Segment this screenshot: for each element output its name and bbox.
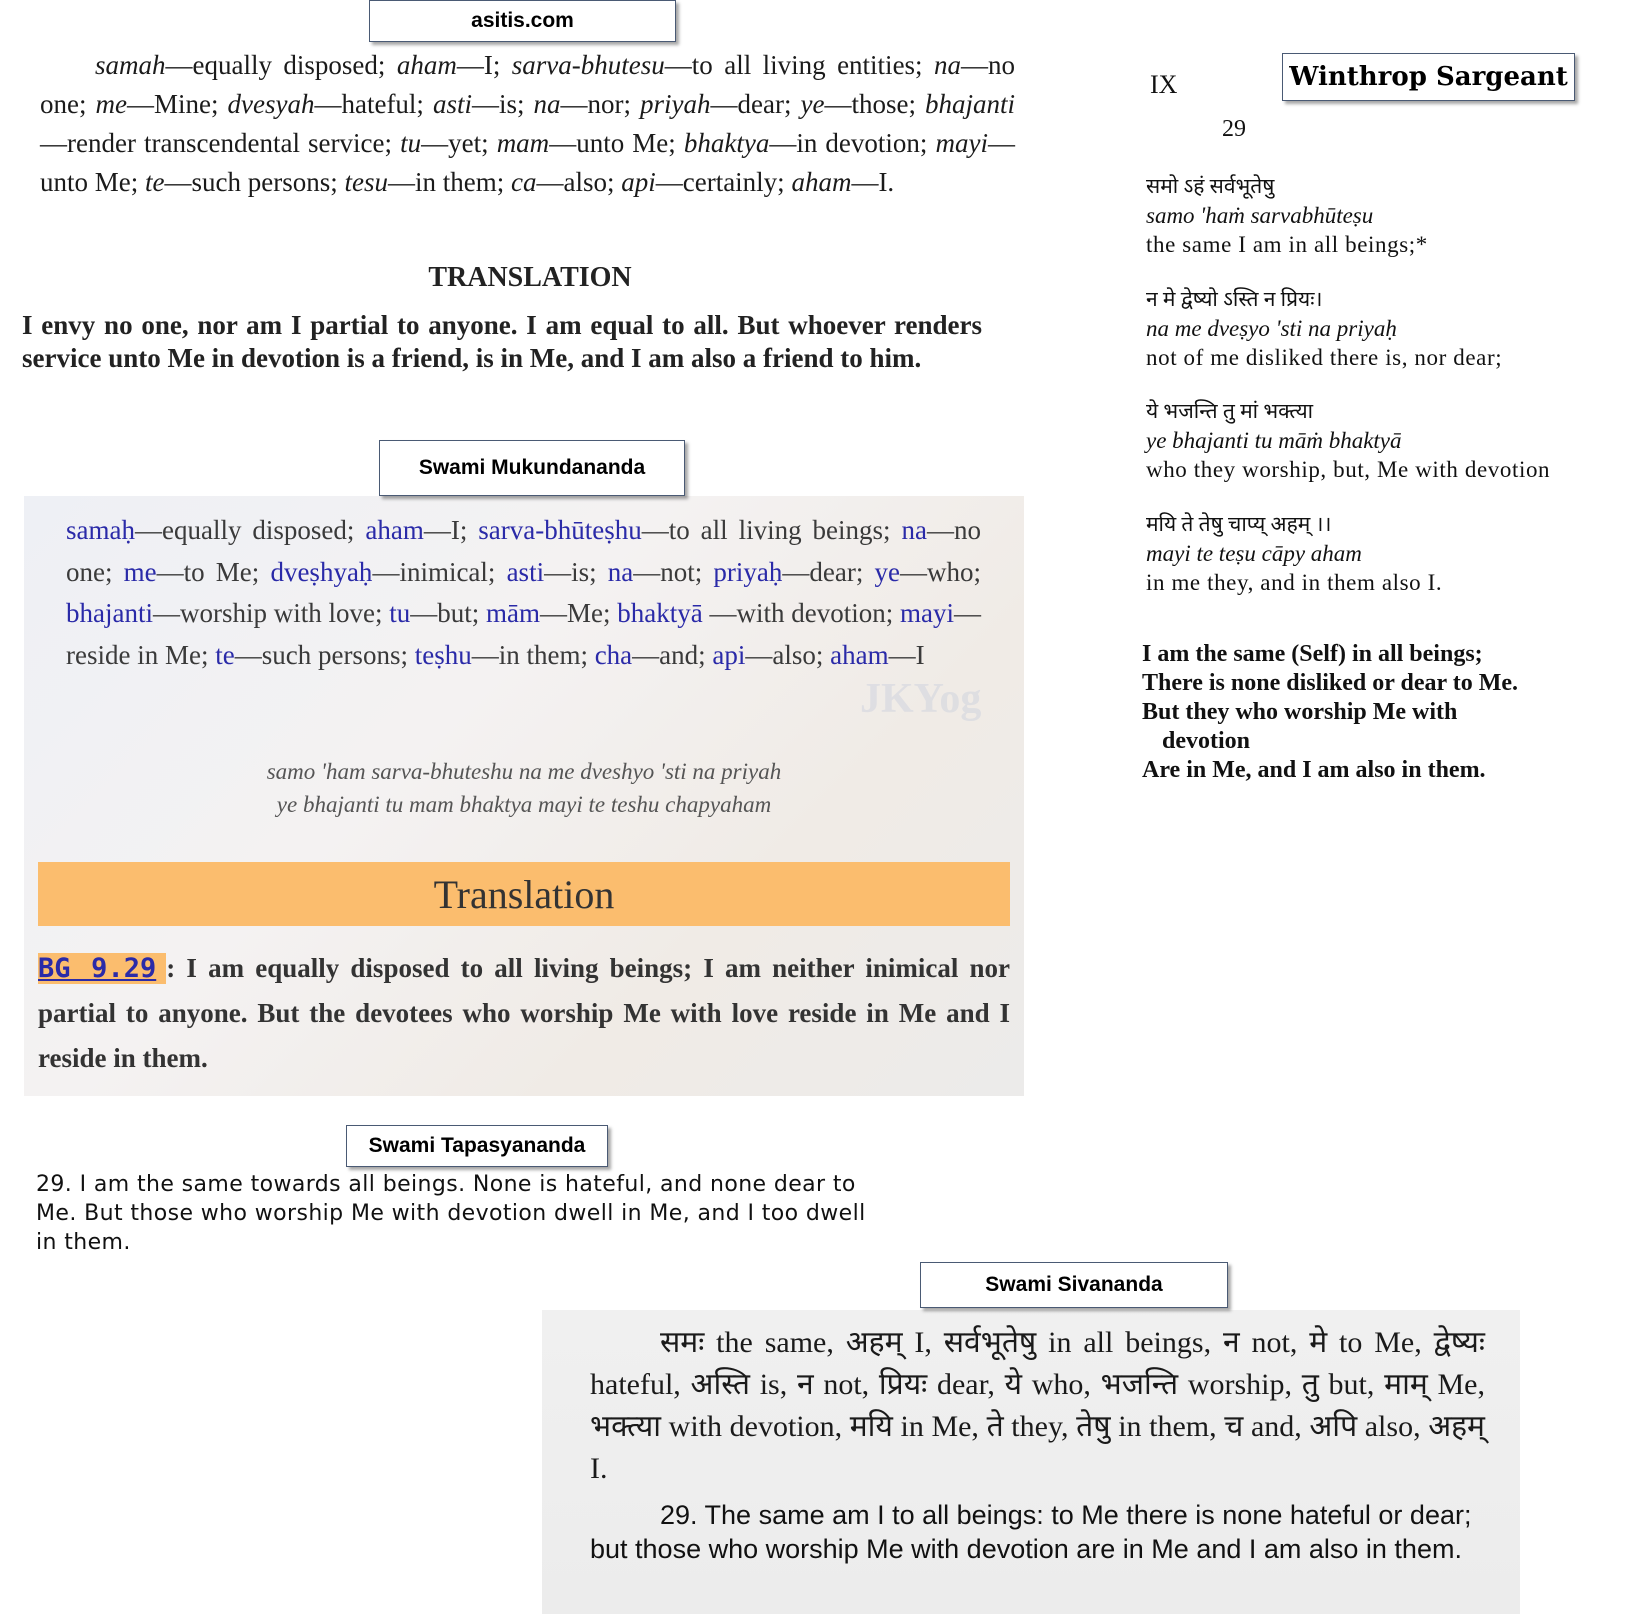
sivananda-word-meanings: समः the same, अहम् I, सर्वभूतेषु in all beings, न not, मे to Me, द्वेष्यः hateful, अस्ति is, न not, प्रियः dear, ये who, भजन्ति worship, तु but, माम् Me, भक्त्या with devotion, मयि in Me, ते they, तेषु in them, च and, अपि also, अहम् I. <box>590 1326 1485 1485</box>
poem-line: But they who worship Me with <box>1142 699 1458 725</box>
sanskrit-term-link[interactable]: tu <box>389 598 411 628</box>
sanskrit-term-link[interactable]: te <box>215 639 235 670</box>
sargeant-verse-block <box>1146 172 1428 259</box>
term-meaning: —I; <box>423 515 479 545</box>
devanagari-line: ये भजन्ति तु मां भक्त्या <box>1146 399 1314 423</box>
term-meaning: —yet; <box>421 128 497 158</box>
tapasyananda-label: Swami Tapasyananda <box>346 1125 608 1167</box>
sanskrit-term: sarva-bhutesu <box>511 50 665 80</box>
term-meaning: —to all living entities; <box>664 50 934 80</box>
term-meaning: —no one; <box>66 515 981 587</box>
literal-translation-line: who they worship, but, Me with devotion <box>1146 457 1551 482</box>
term-meaning: —those; <box>824 89 925 119</box>
mukundananda-word-meanings <box>66 510 981 676</box>
term-meaning: —equally disposed; <box>134 515 366 545</box>
term-meaning: —but; <box>410 598 487 628</box>
sanskrit-term-link[interactable]: aham <box>365 515 424 545</box>
devanagari-line: न मे द्वेष्यो ऽस्ति न प्रियः। <box>1146 287 1323 311</box>
sargeant-verse-block <box>1146 397 1550 484</box>
sanskrit-term: priyah <box>640 89 711 119</box>
term-meaning: —such persons; <box>164 167 345 197</box>
asitis-label: asitis.com <box>369 0 676 42</box>
term-meaning: —such persons; <box>234 639 415 670</box>
verse-reference-link[interactable]: BG 9.29 <box>38 953 166 984</box>
sanskrit-term: tesu <box>344 167 388 197</box>
term-meaning: —I. <box>851 167 895 197</box>
sanskrit-term: na <box>533 89 561 119</box>
term-meaning: —and; <box>632 639 713 670</box>
asitis-translation: I envy no one, nor am I partial to anyone. I am equal to all. But whoever renders service unto Me in devotion is a friend, is in Me, and I am also a friend to him. <box>22 310 982 373</box>
sanskrit-term: bhajanti <box>924 89 1015 119</box>
term-meaning: —nor; <box>560 89 641 119</box>
term-meaning: —also; <box>745 639 831 670</box>
devanagari-line: मयि ते तेषु चाप्य् अहम् ।। <box>1146 512 1332 536</box>
sanskrit-term-link[interactable]: me <box>123 556 157 587</box>
term-meaning: —no one; <box>40 50 1015 119</box>
sargeant-verse-number: 29 <box>1222 116 1246 142</box>
transliteration-line: samo 'haṁ sarvabhūteṣu <box>1146 203 1374 228</box>
term-meaning: —dear; <box>710 89 801 119</box>
sanskrit-term: api <box>621 167 656 197</box>
asitis-word-meanings <box>40 46 1015 202</box>
term-meaning: —to Me; <box>156 556 271 587</box>
transliteration-line: ye bhajanti tu māṁ bhaktyā <box>1146 428 1402 453</box>
term-meaning: —I <box>888 639 925 670</box>
mukundananda-translation-text: I am equally disposed to all living beings; I am neither inimical nor partial to anyone. But the devotees who worship Me with love reside in Me and I reside in them. <box>38 953 1010 1073</box>
sargeant-verse-block <box>1146 510 1442 597</box>
sanskrit-term-link[interactable]: ye <box>874 556 900 587</box>
sanskrit-term: dvesyah <box>227 89 315 119</box>
term-meaning: —in them; <box>471 639 595 670</box>
sanskrit-term: ye <box>800 89 825 119</box>
sanskrit-term-link[interactable]: mām <box>486 598 541 628</box>
term-meaning: —worship with love; <box>152 598 390 628</box>
sivananda-label: Swami Sivananda <box>920 1262 1228 1308</box>
sanskrit-term: aham <box>791 167 852 197</box>
shloka-line-1: samo 'ham sarva-bhuteshu na me dveshyo 'sti na priyah <box>266 759 782 784</box>
mukundananda-label: Swami Mukundananda <box>379 440 685 496</box>
term-meaning: —is; <box>544 556 608 587</box>
translation-title: Translation <box>433 872 615 917</box>
sanskrit-term: ca <box>510 167 537 197</box>
transliteration-line: mayi te teṣu cāpy aham <box>1146 541 1362 566</box>
sanskrit-term-link[interactable]: aham <box>830 639 889 670</box>
sanskrit-term-link[interactable]: priyaḥ <box>713 556 783 587</box>
sanskrit-term: mam <box>496 128 550 158</box>
sanskrit-term: me <box>95 89 127 119</box>
term-meaning: —is; <box>471 89 534 119</box>
sanskrit-term: bhaktya <box>683 128 770 158</box>
verse-ref-colon: : <box>166 953 187 983</box>
sargeant-verse-block <box>1146 285 1502 372</box>
term-meaning: —I; <box>456 50 512 80</box>
sanskrit-term-link[interactable]: na <box>607 556 634 587</box>
poem-line: devotion <box>1162 728 1251 754</box>
term-meaning: —unto Me; <box>40 128 1015 197</box>
sargeant-chapter: IX <box>1150 70 1178 99</box>
shloka-line-2: ye bhajanti tu mam bhaktya mayi te teshu chapyaham <box>276 792 772 817</box>
term-meaning: —with devotion; <box>702 598 900 628</box>
sanskrit-term-link[interactable]: bhajanti <box>66 598 153 628</box>
sanskrit-term-link[interactable]: bhaktyā <box>617 598 703 628</box>
sanskrit-term: na <box>934 50 961 80</box>
sanskrit-term-link[interactable]: dveṣhyaḥ <box>270 556 373 587</box>
term-meaning: —not; <box>633 556 714 587</box>
sanskrit-term-link[interactable]: mayi <box>900 598 954 628</box>
sanskrit-term: samah <box>95 50 166 80</box>
term-meaning: —in devotion; <box>769 128 936 158</box>
sanskrit-term-link[interactable]: teṣhu <box>414 639 472 670</box>
devanagari-line: समो ऽहं सर्वभूतेषु <box>1146 174 1275 198</box>
sanskrit-term-link[interactable]: na <box>901 515 927 545</box>
term-meaning: —reside in Me; <box>66 598 981 670</box>
literal-translation-line: not of me disliked there is, nor dear; <box>1146 345 1503 370</box>
asitis-translation-heading: TRANSLATION <box>428 262 632 293</box>
sargeant-poem <box>1142 640 1562 785</box>
jkyog-watermark: JKYog <box>860 676 982 722</box>
mukundananda-shloka <box>24 755 1024 821</box>
poem-line: Are in Me, and I am also in them. <box>1142 757 1486 783</box>
sanskrit-term-link[interactable]: sarva-bhūteṣhu <box>478 515 642 545</box>
poem-line: There is none disliked or dear to Me. <box>1142 670 1519 696</box>
sanskrit-term: aham <box>396 50 457 80</box>
sanskrit-term: tu <box>400 128 422 158</box>
transliteration-line: na me dveṣyo 'sti na priyaḥ <box>1146 316 1397 341</box>
sanskrit-term: te <box>145 167 165 197</box>
term-meaning: —in them; <box>387 167 511 197</box>
sanskrit-term: asti <box>432 89 472 119</box>
sanskrit-term: mayi <box>935 128 988 158</box>
sanskrit-term-link[interactable]: asti <box>506 556 545 587</box>
term-meaning: —render transcendental service; <box>40 128 401 158</box>
term-meaning: —Me; <box>540 598 618 628</box>
sargeant-label: Winthrop Sargeant <box>1282 53 1575 101</box>
term-meaning: —Mine; <box>126 89 228 119</box>
term-meaning: —who; <box>900 556 981 587</box>
sivananda-translation: 29. The same am I to all beings: to Me there is none hateful or dear; but those who worship Me with devotion are in Me and I am also in them. <box>590 1500 1472 1564</box>
sanskrit-term-link[interactable]: api <box>712 639 746 670</box>
poem-line: I am the same (Self) in all beings; <box>1142 641 1483 667</box>
term-meaning: —hateful; <box>314 89 433 119</box>
term-meaning: —also; <box>536 167 622 197</box>
term-meaning: —inimical; <box>372 556 507 587</box>
sanskrit-term-link[interactable]: samaḥ <box>66 515 135 545</box>
literal-translation-line: the same I am in all beings;* <box>1146 232 1428 257</box>
term-meaning: —dear; <box>782 556 875 587</box>
term-meaning: —unto Me; <box>549 128 684 158</box>
term-meaning: —to all living beings; <box>641 515 902 545</box>
term-meaning: —certainly; <box>655 167 792 197</box>
tapasyananda-translation: 29. I am the same towards all beings. None is hateful, and none dear to Me. But those who worship Me with devotion dwell in Me, and I too dwell in them. <box>36 1172 866 1255</box>
term-meaning: —equally disposed; <box>165 50 397 80</box>
sanskrit-term-link[interactable]: cha <box>594 639 633 670</box>
literal-translation-line: in me they, and in them also I. <box>1146 570 1443 595</box>
mukundananda-translation <box>38 946 1010 1081</box>
